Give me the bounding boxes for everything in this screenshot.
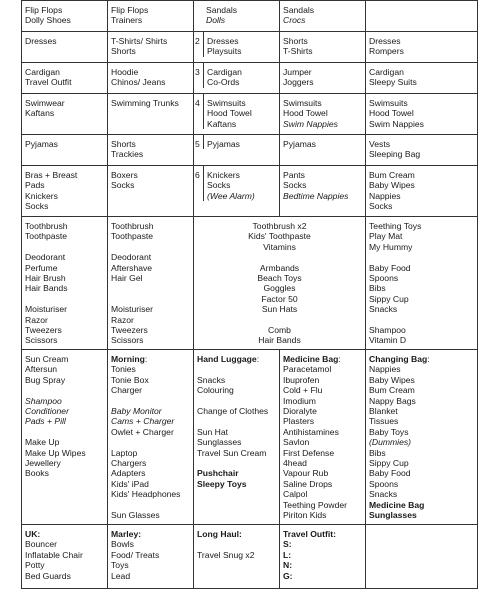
- list-item: Toothpaste: [111, 231, 154, 242]
- list-item: Shorts: [283, 36, 308, 46]
- list-item: [25, 529, 104, 539]
- list-item: Flip Flops: [25, 5, 63, 15]
- table-row: [22, 166, 478, 217]
- list-item: Vitamins: [263, 241, 296, 252]
- list-item: First Defense: [283, 447, 335, 458]
- list-item: Sandals: [206, 5, 238, 15]
- list-item: [197, 252, 362, 262]
- list-item: Piriton Kids: [283, 510, 327, 521]
- list-item: [283, 550, 362, 560]
- list-item-suffix: :: [144, 354, 148, 364]
- list-item: Flip Flops: [111, 5, 149, 15]
- list-item: Cold + Flu: [283, 385, 323, 396]
- list-item: [283, 529, 362, 539]
- list-item: Tonie Box: [111, 374, 149, 385]
- list-item-text: Medicine Bag: [369, 499, 425, 510]
- cell: [194, 166, 280, 217]
- list-item: Snacks: [369, 304, 398, 315]
- table-row: [22, 525, 478, 589]
- list-item: Dresses: [369, 36, 401, 46]
- list-item: Sun Cream: [25, 354, 69, 364]
- list-item-text: Travel Outfit:: [283, 529, 337, 539]
- table-row: [22, 350, 478, 525]
- cell: [280, 525, 366, 589]
- cell: [22, 32, 108, 63]
- list-item: Saline Drops: [283, 478, 333, 489]
- list-item: Bibs: [369, 447, 386, 458]
- list-item: Hoodie: [111, 67, 139, 77]
- list-item: Socks: [111, 180, 135, 191]
- list-item: [197, 354, 276, 364]
- cell: [108, 1, 194, 32]
- list-item: Bed Guards: [25, 570, 71, 581]
- list-item: [111, 437, 190, 447]
- list-item: [111, 406, 190, 416]
- list-item: [197, 479, 276, 489]
- list-item-text: Morning: [111, 354, 145, 364]
- list-item: Nappies: [369, 364, 401, 375]
- list-item: Sunglasses: [197, 437, 242, 448]
- list-item: Knickers: [207, 170, 240, 180]
- list-item: Books: [25, 468, 49, 479]
- cell: [108, 94, 194, 135]
- list-item-text: Crocs: [283, 15, 306, 26]
- list-item: Scissors: [111, 335, 144, 346]
- list-item: [283, 571, 362, 581]
- list-item: Socks: [25, 201, 49, 212]
- cell: [280, 94, 366, 135]
- list-item: Perfume: [25, 262, 58, 273]
- list-item-text: Sunglasses: [369, 510, 417, 521]
- list-item: [197, 539, 276, 549]
- list-item-text: Swim Nappies: [283, 118, 338, 129]
- cell: [108, 63, 194, 94]
- cell: [108, 32, 194, 63]
- list-item-suffix: :: [427, 354, 430, 364]
- cell: [366, 1, 478, 32]
- cell: [22, 135, 108, 166]
- list-item: Sun Glasses: [111, 510, 160, 521]
- packing-list-table: [21, 0, 478, 589]
- table-row: [22, 63, 478, 94]
- list-item: Playsuits: [207, 46, 242, 57]
- list-item: [369, 510, 474, 520]
- list-item: Make Up Wipes: [25, 447, 86, 458]
- list-item: Kids' iPad: [111, 478, 149, 489]
- list-item: [206, 15, 279, 25]
- list-item: Bras + Breast: [25, 170, 78, 180]
- list-item: [111, 283, 190, 293]
- list-item: Socks: [369, 201, 393, 212]
- list-item: Calpol: [283, 489, 308, 500]
- list-item: T-Shirts/ Shirts: [111, 36, 168, 46]
- list-item: Travel Outfit: [25, 77, 72, 88]
- list-item: Hood Towel: [369, 108, 414, 119]
- list-item: Moisturiser: [25, 304, 68, 315]
- list-item: Tweezers: [25, 325, 62, 336]
- list-item-text: Dolls: [206, 15, 226, 26]
- list-item: Hair Brush: [25, 273, 66, 284]
- list-item: Joggers: [283, 77, 314, 88]
- list-item: Socks: [207, 180, 231, 191]
- list-item: Pyjamas: [283, 139, 316, 149]
- cell: [366, 166, 478, 217]
- list-item: [197, 468, 276, 478]
- list-item: 4head: [283, 458, 307, 469]
- list-item-text: Changing Bag: [369, 354, 428, 364]
- list-item: [283, 119, 362, 129]
- list-item: Swimsuits: [207, 98, 246, 108]
- cell: [22, 63, 108, 94]
- list-item: Vests: [369, 139, 391, 149]
- list-item: Swimsuits: [369, 98, 408, 108]
- cell: [366, 94, 478, 135]
- list-item-text: Long Haul:: [197, 529, 242, 539]
- list-item: Baby Wipes: [369, 374, 415, 385]
- list-item: Toothbrush x2: [252, 221, 307, 231]
- list-item: [283, 539, 362, 549]
- day-number: 4: [195, 98, 200, 108]
- list-item: Hood Towel: [283, 108, 328, 119]
- list-item: Beach Toys: [257, 273, 302, 284]
- table-row: [22, 217, 478, 350]
- list-item: Co-Ords: [207, 77, 240, 88]
- list-item-text: (Dummies): [369, 437, 412, 448]
- list-item: [369, 354, 474, 364]
- list-item: Socks: [283, 180, 307, 191]
- list-item-suffix: :: [256, 354, 260, 364]
- list-item: [111, 500, 190, 510]
- list-item: [25, 242, 104, 252]
- list-item: Swimwear: [25, 98, 65, 108]
- cell: [280, 32, 366, 63]
- list-item: Shampoo: [369, 325, 406, 336]
- list-item: Comb: [268, 325, 291, 336]
- list-item-text: Hand Luggage: [197, 354, 257, 364]
- list-item-text: Shampoo: [25, 395, 62, 406]
- cell: [22, 217, 108, 350]
- list-item: Hair Bands: [25, 283, 68, 294]
- list-item: Rompers: [369, 46, 404, 57]
- list-item: Chargers: [111, 458, 147, 469]
- list-item: Bum Cream: [369, 170, 415, 180]
- list-item: [197, 458, 276, 468]
- cell: [280, 135, 366, 166]
- list-item: Tissues: [369, 416, 399, 427]
- list-item: Make Up: [25, 437, 60, 448]
- list-item: Kaftans: [207, 118, 237, 129]
- list-item: Deodorant: [111, 252, 152, 263]
- list-item: [197, 315, 362, 325]
- list-item: Kaftans: [25, 108, 55, 119]
- list-item: Baby Food: [369, 262, 411, 273]
- list-item: Cardigan: [369, 67, 404, 77]
- list-item: Dresses: [25, 36, 57, 46]
- table-row: [22, 1, 478, 32]
- list-item: Laptop: [111, 447, 138, 458]
- list-item: Armbands: [259, 262, 300, 273]
- list-item: Teething Powder: [283, 499, 348, 510]
- list-item: Savlon: [283, 437, 310, 448]
- list-item: Pyjamas: [25, 139, 58, 149]
- list-item: Bowls: [111, 539, 134, 550]
- cell: [280, 350, 366, 525]
- cell: [194, 350, 280, 525]
- cell: [108, 166, 194, 217]
- cell: [280, 1, 366, 32]
- list-item-text: Conditioner: [25, 406, 69, 417]
- list-item: Tonies: [111, 364, 136, 375]
- list-item: Pads: [25, 180, 45, 191]
- list-item: Sleepy Suits: [369, 77, 417, 88]
- list-item: [111, 416, 190, 426]
- list-item: Sippy Cup: [369, 458, 409, 469]
- list-item: Sun Hat: [197, 426, 229, 437]
- list-item-text: Bedtime Nappies: [283, 190, 349, 201]
- list-item: Hair Gel: [111, 273, 143, 284]
- list-item: Vitamin D: [369, 335, 407, 346]
- day-number: 6: [195, 170, 200, 180]
- day-number: 3: [195, 67, 200, 77]
- list-item: Bum Cream: [369, 385, 415, 396]
- list-item: Razor: [111, 314, 134, 325]
- list-item: [369, 315, 474, 325]
- list-item: Inflatable Chair: [25, 549, 83, 560]
- list-item: Bibs: [369, 283, 386, 294]
- cell: [22, 166, 108, 217]
- list-item: Trainers: [111, 15, 143, 26]
- cell: [194, 94, 280, 135]
- table-row: [22, 94, 478, 135]
- cell: [194, 63, 280, 94]
- list-item: Cardigan: [25, 67, 60, 77]
- list-item: Colouring: [197, 385, 234, 396]
- list-item: [25, 406, 104, 416]
- list-item: Shorts: [111, 139, 136, 149]
- list-item: Travel Snug x2: [197, 549, 255, 560]
- list-item: [197, 416, 276, 426]
- list-item: Potty: [25, 560, 45, 571]
- list-item: [25, 294, 104, 304]
- list-item-text: Baby Monitor: [111, 406, 162, 417]
- list-item: [369, 500, 474, 510]
- cell: [280, 63, 366, 94]
- list-item: Scissors: [25, 335, 58, 346]
- list-item: Sleeping Bag: [369, 149, 421, 160]
- list-item: [25, 416, 104, 426]
- list-item: Dolly Shoes: [25, 15, 71, 26]
- cell: [108, 525, 194, 589]
- list-item: Charger: [111, 385, 143, 396]
- list-item: Kids' Headphones: [111, 489, 181, 500]
- list-item: Pants: [283, 170, 305, 180]
- list-item: [283, 15, 362, 25]
- cell: [22, 94, 108, 135]
- list-item: [111, 529, 190, 539]
- list-item: Jumper: [283, 67, 312, 77]
- list-item: Spoons: [369, 273, 399, 284]
- list-item: Owlet + Charger: [111, 426, 174, 437]
- list-item: [283, 191, 362, 201]
- list-item: Baby Wipes: [369, 180, 415, 191]
- list-item: Imodium: [283, 395, 316, 406]
- list-item: Toothpaste: [25, 231, 68, 242]
- list-item: [197, 396, 276, 406]
- cell: [194, 32, 280, 63]
- list-item: Bouncer: [25, 539, 58, 550]
- list-item: [25, 396, 104, 406]
- list-item: Play Mat: [369, 231, 403, 242]
- list-item: Moisturiser: [111, 304, 154, 315]
- cell: [280, 166, 366, 217]
- list-item: [111, 242, 190, 252]
- list-item: Blanket: [369, 406, 398, 417]
- list-item: Boxers: [111, 170, 138, 180]
- list-item: Aftersun: [25, 364, 58, 375]
- list-item-text: N:: [283, 560, 293, 571]
- list-item: Chinos/ Jeans: [111, 77, 166, 88]
- list-item-text: G:: [283, 570, 293, 581]
- cell: [22, 1, 108, 32]
- list-item: Razor: [25, 314, 48, 325]
- shared-toiletries-cell: [194, 217, 366, 350]
- cell: [108, 135, 194, 166]
- list-item: Nappies: [369, 190, 401, 201]
- list-item: Sun Hats: [261, 304, 298, 315]
- cell: [366, 350, 478, 525]
- cell: [22, 350, 108, 525]
- cell: [194, 1, 280, 32]
- list-item: Cardigan: [207, 67, 242, 77]
- cell: [366, 217, 478, 350]
- list-item-text: Pads + Pill: [25, 416, 66, 427]
- list-item: Snacks: [197, 374, 226, 385]
- list-item-text: L:: [283, 549, 292, 560]
- cell: [366, 525, 478, 589]
- list-item: Swimsuits: [283, 98, 322, 108]
- list-item: Change of Clothes: [197, 406, 269, 416]
- cell: [22, 525, 108, 589]
- list-item: [111, 396, 190, 406]
- list-item: Food/ Treats: [111, 549, 160, 560]
- list-item-suffix: :: [338, 354, 341, 364]
- list-item: Toys: [111, 560, 129, 571]
- list-item: Swim Nappies: [369, 118, 424, 129]
- list-item-text: Pushchair: [197, 468, 239, 479]
- list-item: [111, 294, 190, 304]
- list-item: Tweezers: [111, 325, 148, 336]
- list-item-text: Medicine Bag: [283, 354, 339, 364]
- list-item: Hood Towel: [207, 108, 252, 119]
- list-item: [283, 560, 362, 570]
- day-number: [194, 1, 203, 26]
- list-item-text: S:: [283, 539, 292, 550]
- list-item: Teething Toys: [369, 221, 422, 231]
- list-item: Lead: [111, 570, 131, 581]
- list-item: Pyjamas: [207, 139, 240, 149]
- day-number: 2: [195, 36, 200, 46]
- list-item: My Hummy: [369, 241, 413, 252]
- list-item: Knickers: [25, 190, 58, 201]
- list-item: Dioralyte: [283, 406, 317, 417]
- list-item: Trackies: [111, 149, 144, 160]
- list-item: Paracetamol: [283, 364, 332, 375]
- list-item: [369, 252, 474, 262]
- table-row: [22, 135, 478, 166]
- cell: [366, 32, 478, 63]
- list-item: [369, 437, 474, 447]
- list-item-text: (Wee Alarm): [207, 190, 255, 201]
- list-item: [111, 354, 190, 364]
- list-item: Shorts: [111, 46, 136, 57]
- list-item: Antihistamines: [283, 426, 339, 437]
- list-item: [25, 427, 104, 437]
- list-item: Kids' Toothpaste: [248, 231, 311, 242]
- cell: [366, 135, 478, 166]
- list-item: Factor 50: [261, 293, 298, 304]
- list-item: Sandals: [283, 5, 315, 15]
- list-item-text: Sleepy Toys: [197, 478, 247, 489]
- day-number: 5: [195, 139, 200, 149]
- list-item: T-Shirts: [283, 46, 313, 57]
- list-item: Goggles: [263, 283, 296, 294]
- list-item: [197, 364, 276, 374]
- list-item: Baby Food: [369, 468, 411, 479]
- list-item: Vapour Rub: [283, 468, 329, 479]
- list-item: [207, 191, 279, 201]
- list-item: Toothbrush: [111, 221, 154, 231]
- list-item: Bug Spray: [25, 374, 66, 385]
- list-item-text: UK:: [25, 529, 41, 539]
- list-item: Spoons: [369, 478, 399, 489]
- list-item: Aftershave: [111, 262, 153, 273]
- list-item: Jewellery: [25, 458, 61, 469]
- table-row: [22, 32, 478, 63]
- list-item: Dresses: [207, 36, 239, 46]
- cell: [108, 217, 194, 350]
- list-item-text: Cams + Charger: [111, 416, 175, 427]
- list-item: Ibuprofen: [283, 374, 320, 385]
- list-item-text: Marley:: [111, 529, 142, 539]
- cell: [108, 350, 194, 525]
- cell: [194, 525, 280, 589]
- list-item: Travel Sun Cream: [197, 447, 267, 458]
- list-item: Swimming Trunks: [111, 98, 179, 108]
- packing-list-sheet: [21, 0, 477, 588]
- list-item: Plasters: [283, 416, 315, 427]
- list-item: Toothbrush: [25, 221, 68, 231]
- list-item: [283, 354, 362, 364]
- list-item: Deodorant: [25, 252, 66, 263]
- list-item: Snacks: [369, 489, 398, 500]
- list-item: [25, 385, 104, 395]
- list-item: Nappy Bags: [369, 395, 416, 406]
- cell: [194, 135, 280, 166]
- list-item: Hair Bands: [258, 335, 301, 346]
- list-item: Adapters: [111, 468, 146, 479]
- list-item: Sippy Cup: [369, 293, 409, 304]
- list-item: [197, 529, 276, 539]
- list-item: Baby Toys: [369, 426, 409, 437]
- cell: [366, 63, 478, 94]
